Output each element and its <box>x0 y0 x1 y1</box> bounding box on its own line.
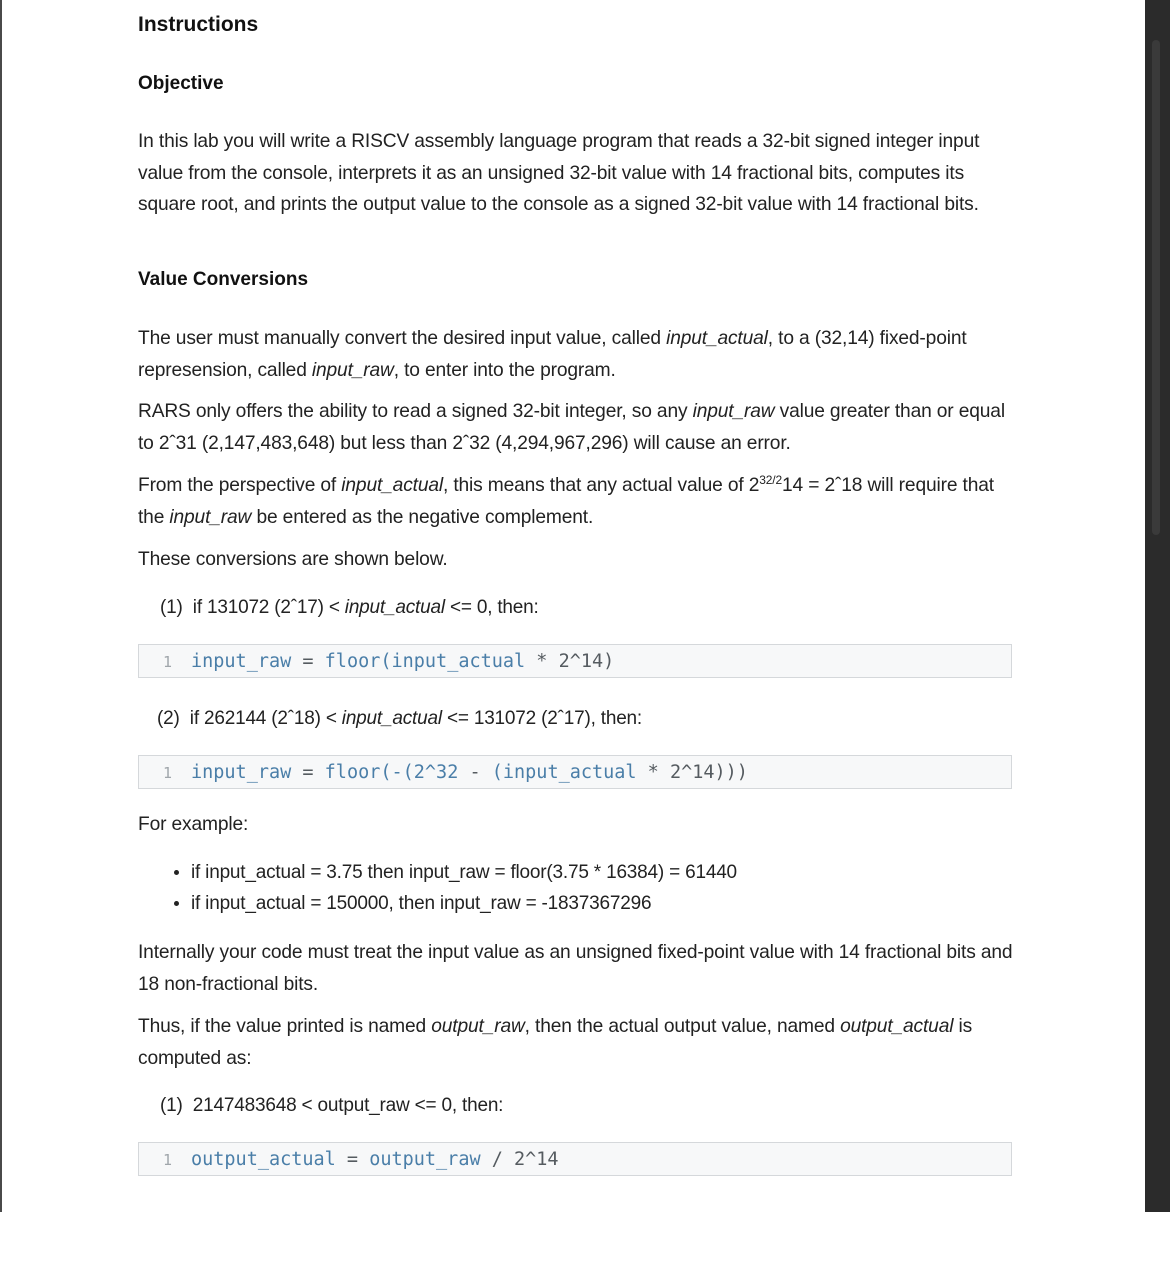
term-input-raw: input_raw <box>311 359 394 381</box>
page-title: Instructions <box>138 13 259 36</box>
example-list <box>172 857 737 919</box>
case-1-condition: (1) if 131072 (2ˆ17) < input_actual <= 0, then: <box>160 597 539 618</box>
code-block-2 <box>138 755 1012 789</box>
case-number: (1) <box>160 597 183 618</box>
output-paragraph: Thus, if the value printed is named output_raw, then the actual output value, named output_actual is computed as: <box>138 1016 973 1069</box>
exponent: 32/2 <box>759 473 783 487</box>
line-number: 1 <box>163 653 173 671</box>
code-block-3 <box>138 1142 1012 1176</box>
conversion-paragraph-3: From the perspective of input_actual, this means that any actual value of $2^{32/2}14$ = 2ˆ18 will require that the input_raw be entered as the negative complement. <box>138 473 994 528</box>
case-number: (2) <box>157 708 180 729</box>
example-label: For example: <box>138 814 249 835</box>
left-window-border <box>0 0 2 1212</box>
line-number: 1 <box>163 764 173 782</box>
objective-heading: Objective <box>138 73 224 94</box>
term-output-raw: output_raw <box>431 1016 525 1037</box>
case-number: (1) <box>160 1095 183 1116</box>
conversion-paragraph-1: The user must manually convert the desired input value, called input_actual, to a (32,14) fixed-point represension, called input_raw, to enter into the program. <box>138 328 967 381</box>
term-input-raw: input_raw <box>692 401 775 422</box>
term-input-actual: input_actual <box>341 475 443 496</box>
term-output-actual: output_actual <box>840 1016 954 1037</box>
code-block-1 <box>138 644 1012 678</box>
list-item: if input_actual = 3.75 then input_raw = floor(3.75 * 16384) = 61440 <box>172 857 737 888</box>
internal-paragraph: Internally your code must treat the input value as an unsigned fixed-point value with 14 fractional bits and 18 non-fractional bits. <box>138 942 1013 995</box>
scrollbar-thumb[interactable] <box>1152 40 1160 535</box>
code-line: output_actual = output_raw / 2^14 <box>191 1149 559 1170</box>
case-2-condition: (2) if 262144 (2ˆ18) < input_actual <= 131072 (2ˆ17), then: <box>157 708 643 729</box>
term-input-raw: input_raw <box>169 506 252 528</box>
list-item: if input_actual = 150000, then input_raw = -1837367296 <box>172 888 737 919</box>
objective-paragraph: In this lab you will write a RISCV assembly language program that reads a 32-bit signed integer input value from the console, interprets it as an unsigned 32-bit value with 14 fractional bits, computes its square root, and prints the output value to the console as a signed 32-bit value with 14 fractional bits. <box>138 131 980 215</box>
case-3-condition: (1) 2147483648 < output_raw <= 0, then: <box>160 1095 504 1116</box>
code-line: input_raw = floor(input_actual * 2^14) <box>191 651 615 672</box>
line-number: 1 <box>163 1151 173 1169</box>
conversion-paragraph-4: These conversions are shown below. <box>138 549 448 570</box>
value-conversions-heading: Value Conversions <box>138 269 309 290</box>
code-line: input_raw = floor(-(2^32 - (input_actual * 2^14))) <box>191 762 748 783</box>
conversion-paragraph-2: RARS only offers the ability to read a signed 32-bit integer, so any input_raw value greater than or equal to 2ˆ31 (2,147,483,648) but less than 2ˆ32 (4,294,967,296) will cause an error. <box>138 401 1005 454</box>
term-input-actual: input_actual <box>666 328 768 349</box>
